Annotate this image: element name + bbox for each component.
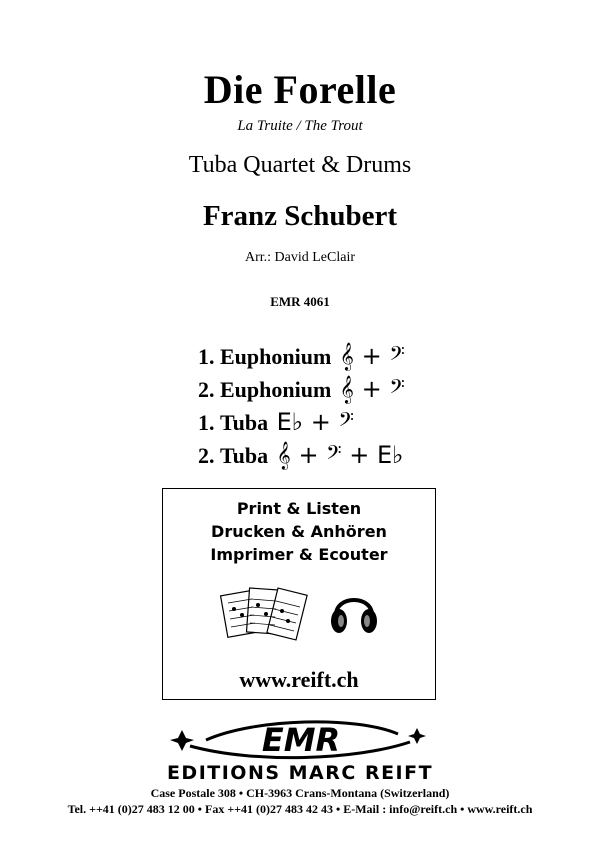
part-item: 2. Tuba 𝄞 + 𝄢 + E♭ bbox=[198, 439, 408, 472]
print-listen-box bbox=[162, 488, 436, 700]
parts-list bbox=[198, 340, 408, 472]
part-item: 2. Euphonium 𝄞 + 𝄢 bbox=[198, 373, 408, 406]
composer: Franz Schubert bbox=[202, 200, 398, 232]
svg-text:EMR: EMR bbox=[261, 721, 341, 759]
website-url: www.reift.ch bbox=[239, 667, 359, 692]
score-subtitle: La Truite / The Trout bbox=[237, 118, 363, 134]
clef-icons: 𝄞 + 𝄢 + E♭ bbox=[276, 441, 404, 469]
part-item: 1. Euphonium 𝄞 + 𝄢 bbox=[198, 340, 408, 373]
headphones-icon bbox=[329, 585, 379, 639]
promo-line-de: Drucken & Anhören bbox=[211, 522, 387, 541]
clef-icons: E♭ + 𝄢 bbox=[276, 408, 354, 436]
arranger: Arr.: David LeClair bbox=[244, 250, 356, 265]
publisher-contact: Tel. ++41 (0)27 483 12 00 • Fax ++41 (0)27 483 42 43 • E-Mail : info@reift.ch • www.reift.ch bbox=[67, 802, 533, 816]
catalog-number: EMR 4061 bbox=[270, 294, 330, 309]
score-title: Die Forelle bbox=[203, 67, 397, 112]
publisher-name: EDITIONS MARC REIFT bbox=[166, 762, 434, 784]
clef-icons: 𝄞 + 𝄢 bbox=[339, 342, 405, 370]
sheet-music-icon bbox=[220, 581, 312, 651]
clef-icons: 𝄞 + 𝄢 bbox=[339, 375, 405, 403]
part-item: 1. Tuba E♭ + 𝄢 bbox=[198, 406, 408, 439]
publisher-address: Case Postale 308 • CH-3963 Crans-Montana (Switzerland) bbox=[150, 786, 450, 800]
promo-line-fr: Imprimer & Ecouter bbox=[210, 545, 388, 564]
promo-line-en: Print & Listen bbox=[236, 499, 362, 518]
instrumentation: Tuba Quartet & Drums bbox=[188, 152, 412, 178]
emr-logo bbox=[166, 716, 436, 762]
